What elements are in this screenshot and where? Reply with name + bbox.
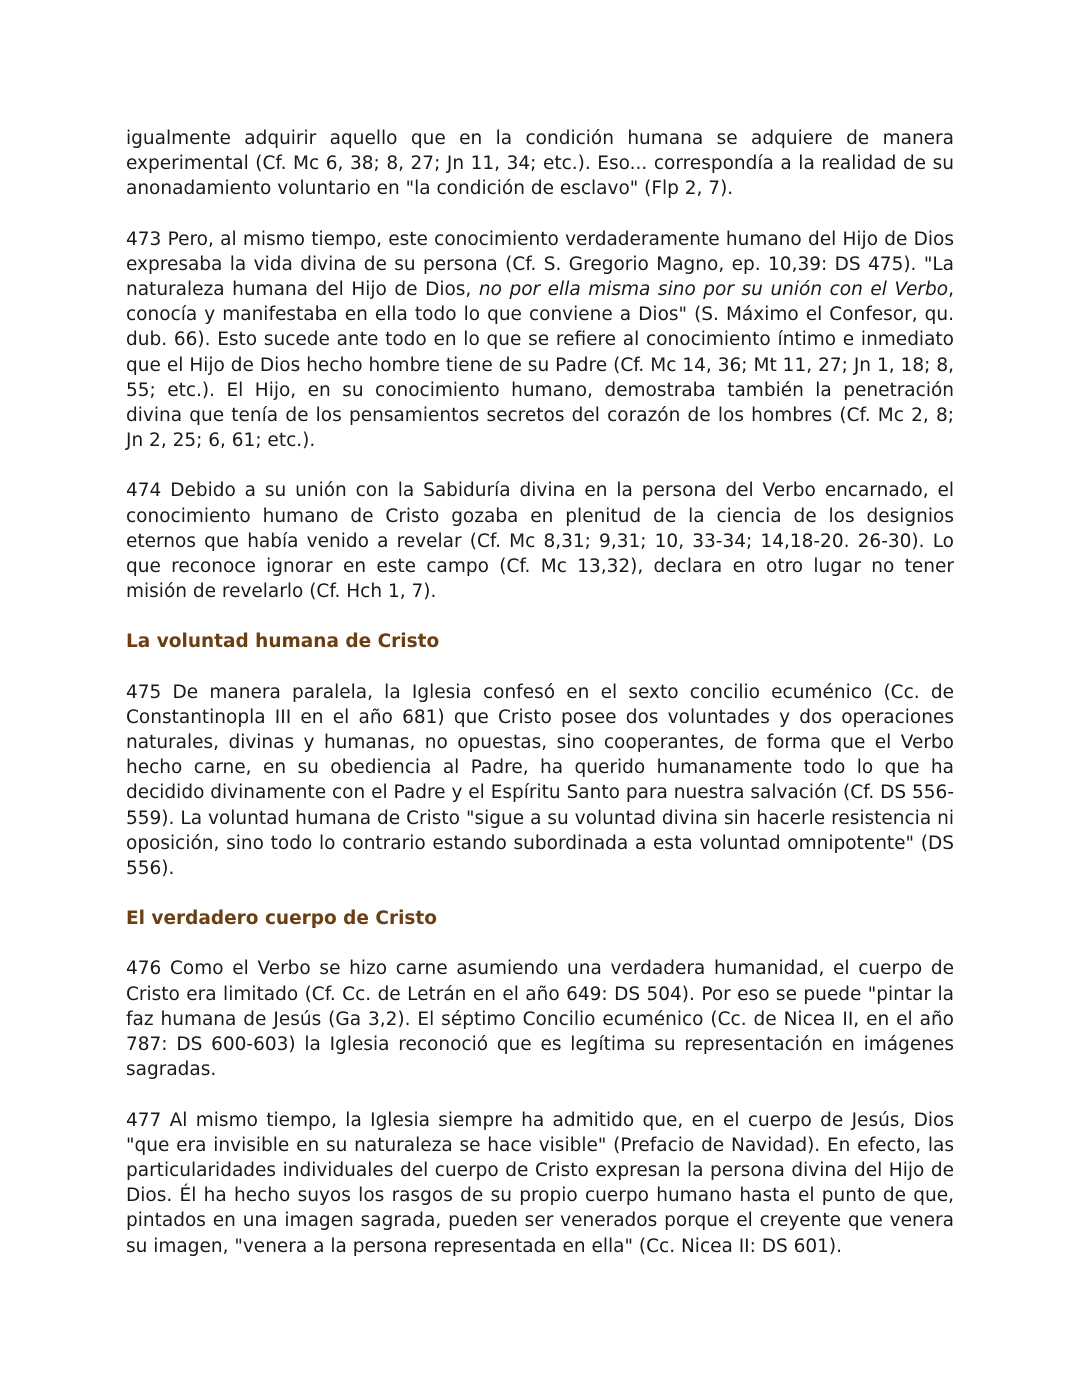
paragraph-475: 475 De manera paralela, la Iglesia confesó en el sexto concilio ecuménico (Cc. de Constantinopla III en el año 681) que Cristo posee dos voluntades y dos operaciones naturales, divinas y humanas, no opuestas, sino cooperantes, de forma que el Verbo hecho carne, en su obediencia al Padre, ha querido humanamente todo lo que ha decidido divinamente con el Padre y el Espíritu Santo para nuestra salvación (Cf. DS 556-559). La voluntad humana de Cristo "sigue a su voluntad divina sin hacerle resistencia ni oposición, sino todo lo contrario estando subordinada a esta voluntad omnipotente" (DS 556). bbox=[126, 681, 954, 880]
section-heading-voluntad: La voluntad humana de Cristo bbox=[126, 631, 440, 653]
document-page bbox=[126, 126, 954, 1284]
paragraph-473-part-1: 473 Pero, al mismo tiempo, este conocimiento verdaderamente humano del Hijo de Dios expresaba la vida divina de su persona (Cf. S. Gregorio Magno, ep. 10,39: DS 475). "La naturaleza humana del Hijo de Dios, bbox=[126, 228, 954, 301]
paragraph-473 bbox=[126, 227, 954, 454]
paragraph-473-italic: no por ella misma sino por su unión con el Verbo bbox=[478, 279, 949, 301]
paragraph-473-part-2: , conocía y manifestaba en ella todo lo que conviene a Dios" (S. Máximo el Confesor, qu. dub. 66). Esto sucede ante todo en lo que se refiere al conocimiento íntimo e inmediato que el Hijo de Dios hecho hombre tiene de su Padre (Cf. Mc 14, 36; Mt 11, 27; Jn 1, 18; 8, 55; etc.). El Hijo, en su conocimiento humano, demostraba también la penetración divina que tenía de los pensamientos secretos del corazón de los hombres (Cf. Mc 2, 8; Jn 2, 25; 6, 61; etc.). bbox=[126, 279, 954, 452]
paragraph-intro: igualmente adquirir aquello que en la condición humana se adquiere de manera experimental (Cf. Mc 6, 38; 8, 27; Jn 11, 34; etc.). Eso... correspondía a la realidad de su anonadamiento voluntario en "la condición de esclavo" (Flp 2, 7). bbox=[126, 128, 954, 200]
paragraph-474: 474 Debido a su unión con la Sabiduría divina en la persona del Verbo encarnado, el conocimiento humano de Cristo gozaba en plenitud de la ciencia de los designios eternos que había venido a revelar (Cf. Mc 8,31; 9,31; 10, 33-34; 14,18-20. 26-30). Lo que reconoce ignorar en este campo (Cf. Mc 13,32), declara en otro lugar no tener misión de revelarlo (Cf. Hch 1, 7). bbox=[126, 480, 954, 603]
paragraph-477: 477 Al mismo tiempo, la Iglesia siempre ha admitido que, en el cuerpo de Jesús, Dios "que era invisible en su naturaleza se hace visible" (Prefacio de Navidad). En efecto, las particularidades individuales del cuerpo de Cristo expresan la persona divina del Hijo de Dios. Él ha hecho suyos los rasgos de su propio cuerpo humano hasta el punto de que, pintados en una imagen sagrada, pueden ser venerados porque el creyente que venera su imagen, "venera a la persona representada en ella" (Cc. Nicea II: DS 601). bbox=[126, 1109, 954, 1257]
section-heading-cuerpo: El verdadero cuerpo de Cristo bbox=[126, 908, 437, 930]
paragraph-476: 476 Como el Verbo se hizo carne asumiendo una verdadera humanidad, el cuerpo de Cristo era limitado (Cf. Cc. de Letrán en el año 649: DS 504). Por eso se puede "pintar la faz humana de Jesús (Ga 3,2). El séptimo Concilio ecuménico (Cc. de Nicea II, en el año 787: DS 600-603) la Iglesia reconoció que es legítima su representación en imágenes sagradas. bbox=[126, 958, 954, 1081]
